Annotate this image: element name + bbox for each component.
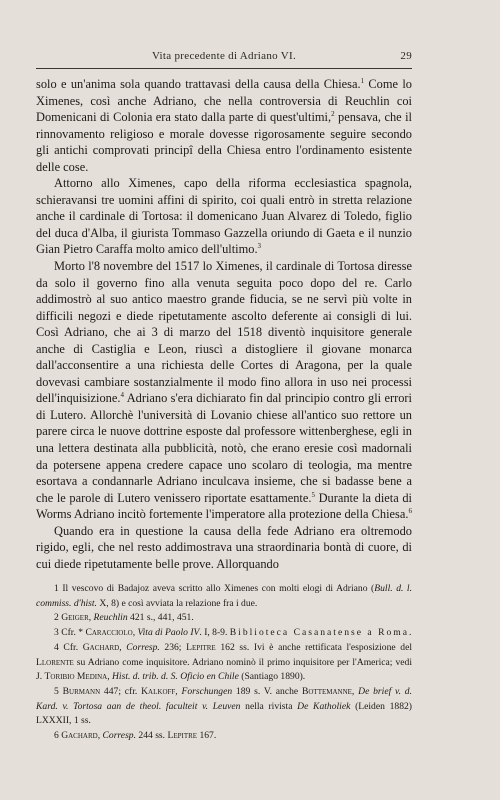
paragraph [36,76,412,175]
paragraph [36,258,412,523]
author-name: Llorente [36,656,74,668]
text-run: Adriano s'era dichiarato fin dal principio contro gli errori di Lutero. Allorchè l'università di Lovanio chiese all'antico suo rettore un parere circa le nuove dottrine esposte dal professore wittenberghese, egli in una lettera destinata alla pubblicità, notò, che erano eresie così madornali da potersene appena credere capace uno scolaro di teologia, ma mentre esortava a condannarle Adriano inculcava insieme, che si badasse bene a che le parole di Lutero venissero riportate esattamente. [36,391,412,505]
text-run: , [351,685,359,697]
author-name: Kalkoff [141,685,176,697]
text-run: , [88,612,94,624]
author-name: Toribio Medina [44,671,108,683]
italic-text: De brief v. d. Kard. v. Tortosa aan de theol. faculteit v. Leuven [36,685,413,712]
header-rule [36,68,412,69]
text-run: 3 Cfr. * [54,627,86,639]
text-run: , [119,641,127,653]
italic-text: Hist. d. trib. d. S. Oficio en Chile [112,671,239,683]
main-text [36,76,412,572]
italic-text: Corresp. [102,730,136,742]
text-run: pensava, che il rinnovamento religioso e morale dovesse rigorosamente seguire secondo gli antichi comprovati principî della Chiesa entro l'ordinamento esistente delle cose. [36,110,412,174]
italic-text: Vita di Paolo IV [137,627,200,639]
text-run: (Santiago 1890). [238,671,306,683]
spaced-text: Biblioteca Casanatense a Roma [229,627,409,639]
author-name: Geiger [61,612,89,624]
italic-text: De Katholiek [297,700,351,712]
italic-text: Forschungen [181,685,233,697]
footnote [36,611,412,626]
footnotes [36,582,412,744]
text-run: solo e un'anima sola quando trattavasi della causa della Chiesa. [36,77,361,91]
text-run: Durante la dieta di Worms Adriano incitò fortemente l'imperatore alla protezione della Chiesa. [36,490,412,522]
text-run: nella rivista [240,700,298,712]
author-name: Lepitre [186,641,216,653]
author-name: Bottemanne [301,685,352,697]
text-run: 4 Cfr. [54,641,83,653]
text-run: 1 Il vescovo di Badajoz aveva scritto allo Ximenes con molti elogi di Adriano ( [54,583,375,594]
page-number: 29 [400,50,412,62]
text-run: . [408,627,412,639]
text-run: su Adriano come inquisitore. Adriano nominò il primo inquisitore per l'America; vedi J. [36,656,412,683]
italic-text: Corresp. [126,641,160,653]
footnote [36,685,412,729]
text-run: . I, 8-9. [199,627,230,639]
text-run: 162 ss. Ivi è anche rettificata l'esposizione del [215,641,412,653]
text-run: 167. [197,730,217,742]
running-title: Vita precedente di Adriano VI. [151,50,297,62]
text-run: 189 s. V. anche [232,685,302,697]
text-run: (Leiden 1882) LXXXII, 1 ss. [36,700,412,727]
footnote-ref: 1 [360,77,365,85]
footnote-ref: 6 [408,507,412,516]
text-run: 447; cfr. [100,685,142,697]
author-name: Lepitre [167,730,198,742]
text-run: Attorno allo Ximenes, capo della riforma ecclesiastica spagnola, schieravansi tre uomini affini di spirito, coi quali entrò in stretta relazione anche il cardinale di Tortosa: il domenicano Juan Alvarez di Toledo, figlio del duca d'Alba, il giurista Tommaso Gazzella oriundo di Gaeta e il nunzio Gian Pietro Caraffa molto amico dell'ultimo. [36,176,412,257]
author-name: Caracciolo [85,627,133,639]
author-name: Gachard [82,641,120,653]
footnote [36,729,412,744]
text-run: , [97,730,103,742]
text-run: 421 s., 441, 451. [127,612,194,624]
footnote [36,641,412,685]
text-run: Quando era in questione la causa della fede Adriano era oltremodo rigido, egli, che nel resto addimostrava una straordinaria bontà di cuore, di cui diede ripetutamente belle prove. Allorquando [36,523,412,571]
footnote [36,626,412,641]
footnote-ref: 5 [311,490,315,499]
footnote-ref: 3 [257,242,262,251]
text-run: , [132,627,138,639]
footnote-ref: 4 [120,391,124,400]
author-name: Burmann [62,685,101,697]
text-run: Morto l'8 novembre del 1517 lo Ximenes, il cardinale di Tortosa diresse da solo il governo fino alla venuta seguita poco dopo del re. Carlo addimostrò al suo antico maestro grande fiducia, se ne servì più volte in difficili negozi e diede ripetutamente ascolto deferente ai consigli di lui. Così Adriano, che ai 3 di marzo del 1518 diventò inquisitore generale anche di Castiglia e Leon, riuscì a distogliere il giovane monarca dall'acconsentire a una richiesta delle Cortes di Aragona, per la quale dovevasi cambiare sostanzialmente il modo fino allora in uso nei processi dell'inquisizione. [36,259,412,406]
italic-text: Reuchlin [93,612,128,624]
text-run: 2 [54,612,62,624]
text-run: X, 8) e così avviata la relazione fra i due. [96,597,258,609]
text-run: Come lo Ximenes, così anche Adriano, che nella controversia di Reuchlin coi Domenicani di Colonia era stato dalla parte di quest'ultimi, [36,77,412,125]
text-run: 236; [159,641,187,653]
text-run: , [175,685,182,697]
italic-text: Bull. d. l. commiss. d'hist. [36,583,412,609]
text-run: 5 [54,685,63,697]
footnote [36,582,412,611]
text-run: , [107,671,112,683]
text-run: 6 [54,730,62,742]
text-run: 244 ss. [136,730,168,742]
paragraph [36,175,412,258]
footnote-ref: 2 [331,110,335,119]
paragraph [36,523,412,573]
author-name: Gachard [61,730,98,742]
